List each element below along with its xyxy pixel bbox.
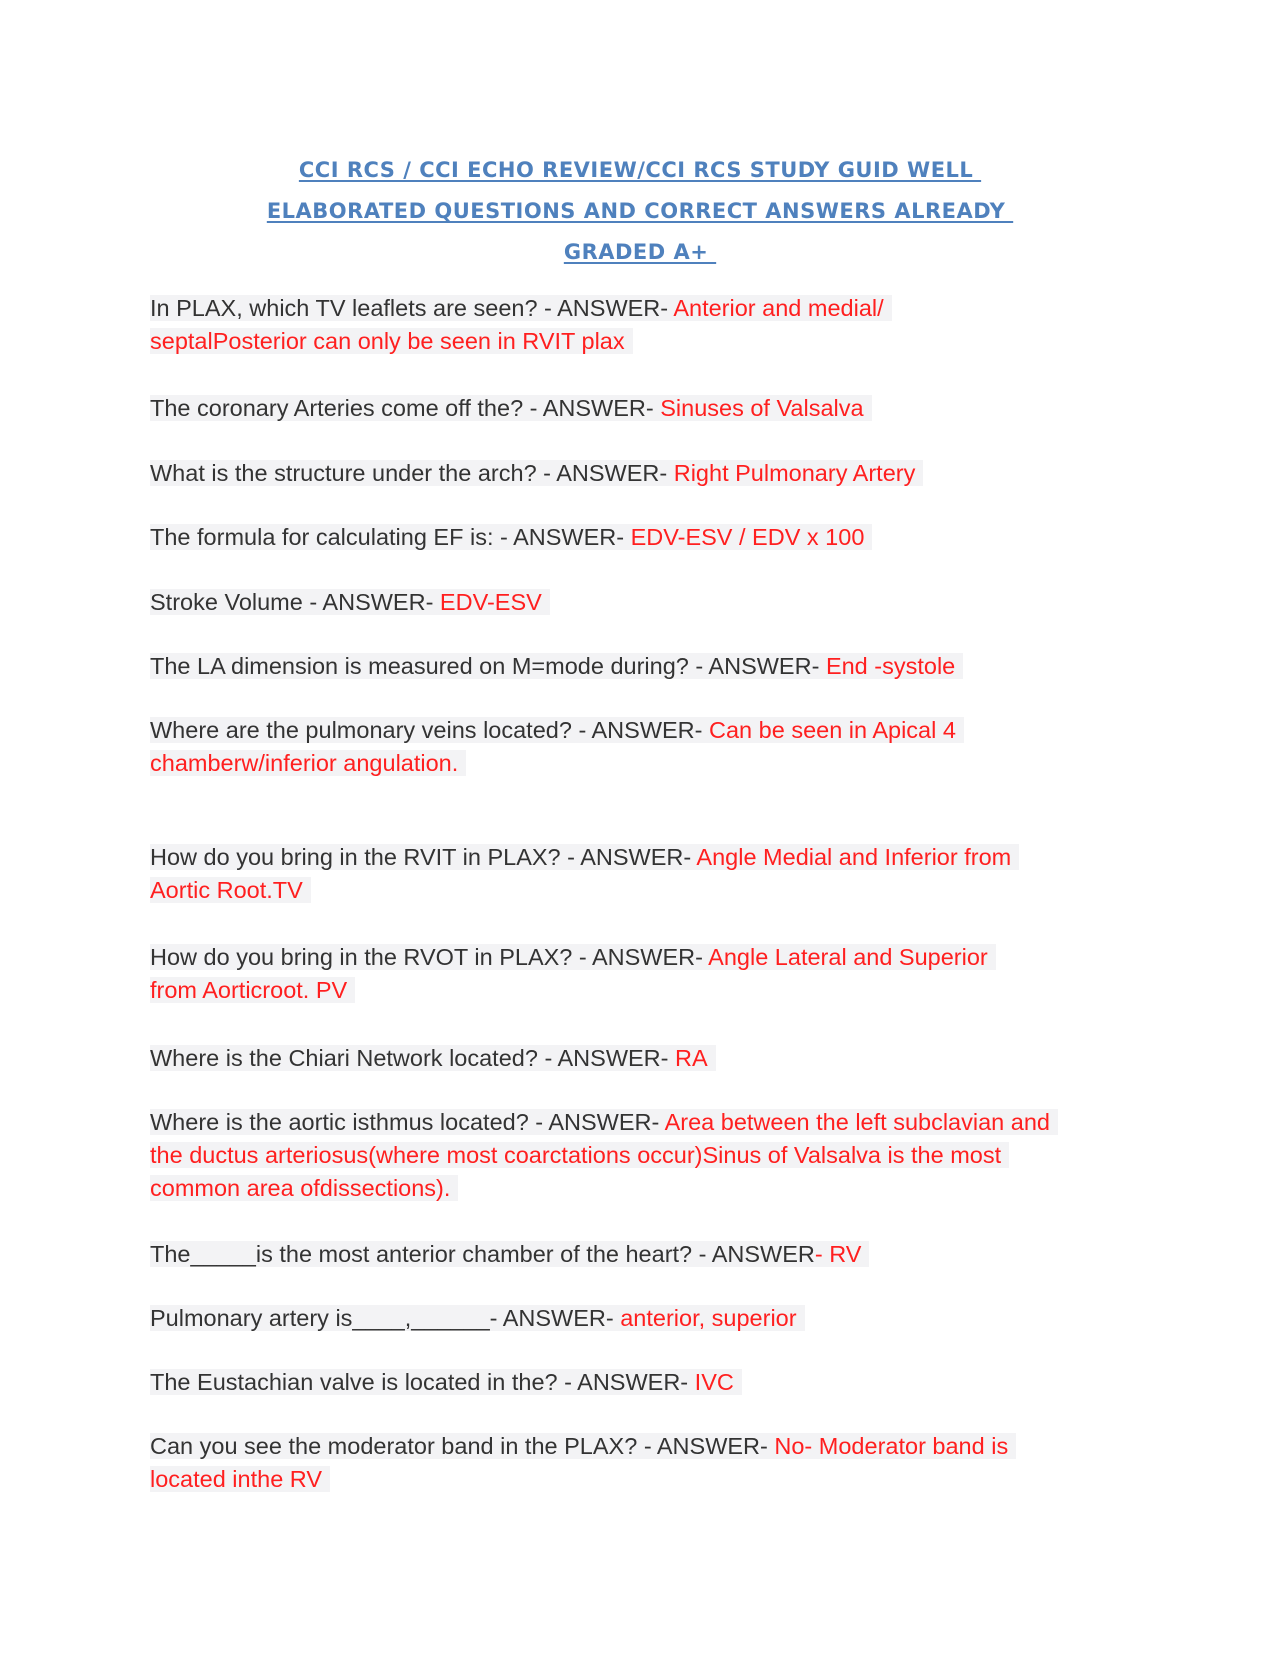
- question-12: The_____is the most anterior chamber of the heart? - ANSWER: [150, 1241, 815, 1267]
- title-line-3: GRADED A+: [563, 240, 717, 264]
- answer-3-line-1: Right Pulmonary Artery: [673, 460, 916, 486]
- answer-8-line-2: Aortic Root.TV: [150, 877, 303, 903]
- answer-9-line-2: from Aorticroot. PV: [150, 977, 348, 1003]
- answer-15-line-1: No- Moderator band is: [774, 1433, 1009, 1459]
- answer-11-line-1: Area between the left subclavian and: [664, 1109, 1050, 1135]
- answer-15-line-2: located inthe RV: [150, 1466, 323, 1492]
- question-14: The Eustachian valve is located in the? - ANSWER-: [150, 1369, 695, 1395]
- answer-13-line-1: anterior, superior: [620, 1305, 797, 1331]
- question-3: What is the structure under the arch? - ANSWER-: [150, 460, 674, 486]
- qa-item-15: [150, 1430, 1130, 1496]
- answer-10-line-1: RA: [675, 1045, 708, 1071]
- qa-item-1: [150, 292, 1130, 358]
- question-8: How do you bring in the RVIT in PLAX? - ANSWER-: [150, 844, 697, 870]
- answer-11-line-2: the ductus arteriosus(where most coarctations occur)Sinus of Valsalva is the most: [150, 1142, 1002, 1168]
- document-title: [150, 150, 1130, 273]
- answer-2-line-1: Sinuses of Valsalva: [660, 395, 864, 421]
- question-10: Where is the Chiari Network located? - ANSWER-: [150, 1045, 675, 1071]
- qa-item-5: [150, 586, 1130, 619]
- answer-1-line-2: septalPosterior can only be seen in RVIT plax: [150, 328, 625, 354]
- question-4: The formula for calculating EF is: - ANSWER-: [150, 524, 631, 550]
- question-7: Where are the pulmonary veins located? - ANSWER-: [150, 717, 710, 743]
- qa-item-4: [150, 521, 1130, 554]
- qa-item-3: [150, 457, 1130, 490]
- qa-item-12: [150, 1238, 1130, 1271]
- answer-14-line-1: IVC: [694, 1369, 734, 1395]
- qa-item-11: [150, 1106, 1130, 1205]
- answer-9-line-1: Angle Lateral and Superior: [708, 944, 988, 970]
- question-15: Can you see the moderator band in the PLAX? - ANSWER-: [150, 1433, 775, 1459]
- title-line-2: ELABORATED QUESTIONS AND CORRECT ANSWERS ALREADY: [266, 199, 1014, 223]
- question-6: The LA dimension is measured on M=mode during? - ANSWER-: [150, 653, 826, 679]
- answer-7-line-2: chamberw/inferior angulation.: [150, 750, 459, 776]
- answer-11-line-3: common area ofdissections).: [150, 1175, 451, 1201]
- question-13: Pulmonary artery is____,______- ANSWER-: [150, 1305, 621, 1331]
- qa-item-9: [150, 941, 1130, 1007]
- question-2: The coronary Arteries come off the? - ANSWER-: [150, 395, 661, 421]
- answer-7-line-1: Can be seen in Apical 4: [709, 717, 956, 743]
- answer-5-line-1: EDV-ESV: [439, 589, 542, 615]
- qa-item-13: [150, 1302, 1130, 1335]
- qa-item-6: [150, 650, 1130, 683]
- question-1: In PLAX, which TV leaflets are seen? - ANSWER-: [150, 295, 674, 321]
- question-9: How do you bring in the RVOT in PLAX? - ANSWER-: [150, 944, 709, 970]
- question-11: Where is the aortic isthmus located? - ANSWER-: [150, 1109, 665, 1135]
- qa-item-7: [150, 714, 1130, 780]
- answer-1-line-1: Anterior and medial/: [673, 295, 884, 321]
- title-line-1: CCI RCS / CCI ECHO REVIEW/CCI RCS STUDY GUID WELL: [298, 158, 982, 182]
- answer-8-line-1: Angle Medial and Inferior from: [696, 844, 1012, 870]
- qa-item-8: [150, 841, 1130, 907]
- answer-4-line-1: EDV-ESV / EDV x 100: [630, 524, 865, 550]
- answer-12-line-1: - RV: [814, 1241, 862, 1267]
- qa-item-10: [150, 1042, 1130, 1075]
- answer-6-line-1: End -systole: [825, 653, 956, 679]
- qa-item-14: [150, 1366, 1130, 1399]
- qa-item-2: [150, 392, 1130, 425]
- question-5: Stroke Volume - ANSWER-: [150, 589, 440, 615]
